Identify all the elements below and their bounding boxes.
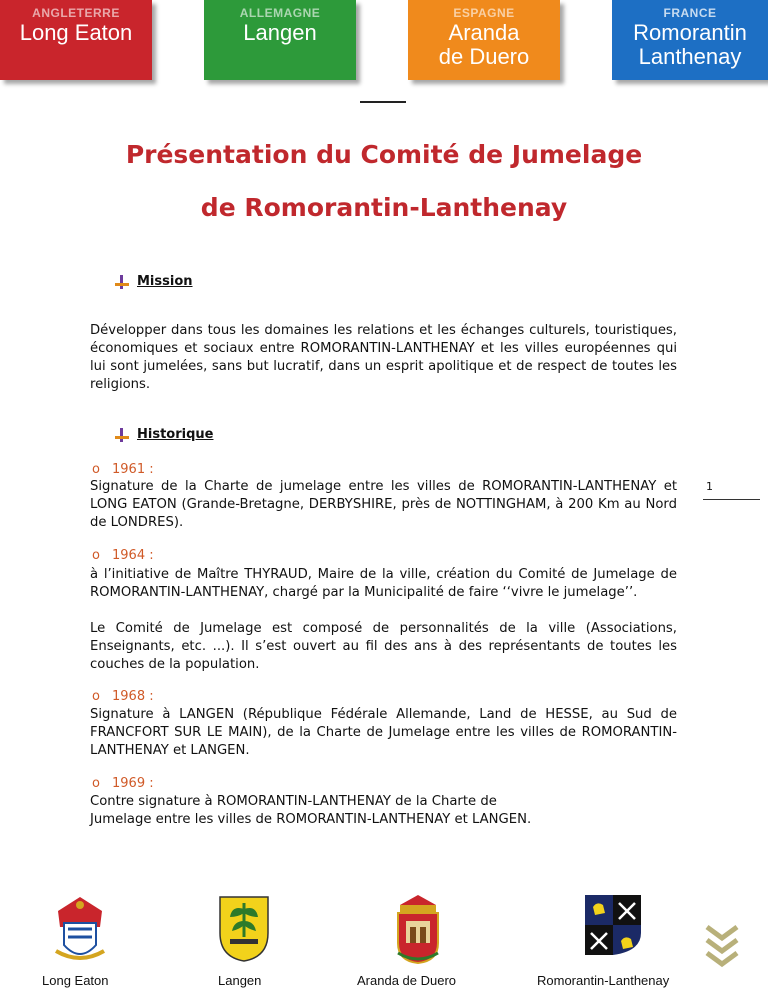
- history-text: Signature à LANGEN (République Fédérale Allemande, Land de HESSE, au Sud de FRANCFORT SUR LE MAIN), de la Charte de Jumelage entre les villes de ROMORANTIN-LANTHENAY et LANGEN.: [90, 707, 677, 758]
- bullet: o: [92, 689, 100, 704]
- banner-long-eaton[interactable]: [0, 0, 152, 80]
- banner-country: FRANCE: [663, 6, 717, 20]
- banner-romorantin[interactable]: [612, 0, 768, 80]
- banner-city: Langen: [243, 20, 317, 45]
- section-marker-icon: [115, 428, 129, 442]
- banner-city: Romorantin: [633, 20, 747, 45]
- mission-text: Développer dans tous les domaines les relations et les échanges culturels, touristiques, économiques et sociaux entre ROMORANTIN-LANTHENAY et les villes européennes qui lui sont jumelées, sans but lucratif, dans un esprit apolitique et de respect de toutes les religions.: [90, 323, 677, 392]
- banner-city: Lanthenay: [638, 44, 742, 69]
- bullet: o: [92, 776, 100, 791]
- emblem-label: Aranda de Duero: [357, 973, 457, 988]
- page-title: Présentation du Comité de Jumelage: [125, 140, 643, 169]
- history-text: Contre signature à ROMORANTIN-LANTHENAY de la Charte de Jumelage entre les villes de ROMORANTIN-LANTHENAY et LANGEN.: [90, 794, 532, 827]
- history-text: Signature de la Charte de jumelage entre les villes de ROMORANTIN-LANTHENAY et LONG EATON (Grande-Bretagne, DERBYSHIRE, près de NOTTINGHAM, à 200 Km au Nord de LONDRES).: [90, 479, 677, 530]
- history-year: o 1961 :: [92, 462, 154, 477]
- history-text: Le Comité de Jumelage est composé de personnalités de la ville (Associations, Enseignants, etc. ...). Il s’est ouvert au fil des ans à des représentants de toutes les couches de la population.: [90, 621, 677, 672]
- section-marker-icon: [115, 275, 129, 289]
- emblem-label: Romorantin-Lanthenay: [537, 973, 670, 988]
- banner-city: Aranda: [448, 20, 520, 45]
- emblem-label: Long Eaton: [42, 973, 109, 988]
- aranda-coat-of-arms-icon: [394, 893, 442, 965]
- section-heading-label: Mission: [137, 274, 193, 289]
- long-eaton-coat-of-arms-icon: [50, 893, 110, 968]
- banner-langen[interactable]: [204, 0, 356, 80]
- emblem-label: Langen: [218, 973, 262, 988]
- romorantin-coat-of-arms-icon: [583, 893, 643, 955]
- banner-country: ANGLETERRE: [32, 6, 120, 20]
- scroll-down-chevrons-icon[interactable]: [704, 924, 740, 970]
- banner-aranda[interactable]: [408, 0, 560, 80]
- bullet: o: [92, 462, 100, 477]
- langen-coat-of-arms-icon: [218, 893, 270, 963]
- banner-city: Long Eaton: [19, 20, 133, 45]
- history-year: o 1969 :: [92, 776, 154, 791]
- section-heading-mission: [115, 274, 193, 289]
- history-year: o 1964 :: [92, 548, 154, 563]
- banner-city: de Duero: [438, 44, 530, 69]
- banner-country: ALLEMAGNE: [239, 6, 321, 20]
- page-number-rule: [703, 499, 760, 500]
- history-text: à l’initiative de Maître THYRAUD, Maire de la ville, création du Comité de Jumelage de ROMORANTIN-LANTHENAY, chargé par la Municipalité de faire ‘‘vivre le jumelage’’.: [90, 567, 677, 600]
- history-year: o 1968 :: [92, 689, 154, 704]
- page-title-line2: de Romorantin-Lanthenay: [200, 193, 568, 222]
- divider: [360, 101, 406, 103]
- bullet: o: [92, 548, 100, 563]
- page-number: 1: [706, 480, 713, 493]
- section-heading-label: Historique: [137, 427, 214, 442]
- section-heading-historique: [115, 427, 213, 442]
- banner-country: ESPAGNE: [453, 6, 515, 20]
